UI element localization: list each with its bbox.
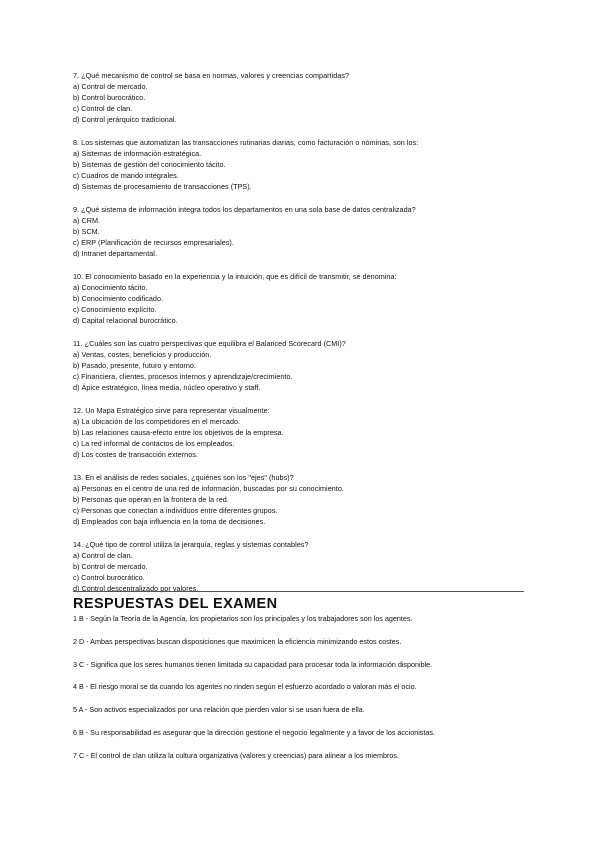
section-divider: [73, 591, 524, 592]
answer-explanation: 4 B - El riesgo moral se da cuando los agentes no rinden según el esfuerzo acordado o valoran más el ocio.: [73, 682, 417, 692]
question-block: [73, 137, 533, 192]
answer-option: d) Intranet departamental.: [73, 249, 158, 259]
answer-option: a) Ventas, costes, beneficios y producción.: [73, 349, 212, 359]
answer-option: b) Pasado, presente, futuro y entorno.: [73, 361, 196, 371]
question-text: 11. ¿Cuáles son las cuatro perspectivas que equilibra el Balanced Scorecard (CMI)?: [73, 338, 346, 348]
answer-option: a) Control de clan.: [73, 550, 133, 560]
answer-option: c) Conocimiento explícito.: [73, 305, 157, 315]
answer-option: c) La red informal de contactos de los empleados.: [73, 439, 235, 449]
answer-explanation: 6 B - Su responsabilidad es asegurar que la dirección gestione el negocio legalmente y a favor de los accionistas.: [73, 727, 435, 737]
question-block: [73, 539, 533, 594]
answer-option: c) Control burocrático.: [73, 573, 145, 583]
answer-option: b) Control burocrático.: [73, 93, 146, 103]
answer-option: b) Personas que operan en la frontera de la red.: [73, 495, 229, 504]
answer-option: a) Conocimiento tácito.: [73, 283, 148, 292]
question-text: 7. ¿Qué mecanismo de control se basa en normas, valores y creencias compartidas?: [73, 71, 350, 80]
question-text: 12. Un Mapa Estratégico sirve para representar visualmente:: [73, 405, 270, 415]
answers-list: [73, 613, 533, 773]
question-text: 9. ¿Qué sistema de información integra todos los departamentos en una sola base de datos centralizada?: [73, 204, 416, 214]
answer-explanation: 5 A - Son activos especializados por una relación que pierden valor si se usan fuera de ella.: [73, 705, 365, 715]
answer-option: d) Control jerárquico tradicional.: [73, 115, 177, 125]
answer-option: a) Personas en el centro de una red de información, buscadas por su conocimiento.: [73, 483, 344, 493]
question-block: [73, 338, 533, 393]
answer-option: b) SCM.: [73, 227, 100, 237]
answer-option: c) Personas que conectan a individuos entre diferentes grupos.: [73, 506, 278, 516]
answer-option: d) Los costes de transacción externos.: [73, 450, 198, 460]
answer-option: b) Control de mercado.: [73, 561, 148, 571]
answer-option: d) Sistemas de procesamiento de transacciones (TPS).: [73, 182, 252, 192]
answer-explanation: 2 D - Ambas perspectivas buscan disposiciones que maximicen la eficiencia minimizando estos costes.: [73, 636, 402, 646]
answer-option: a) Control de mercado.: [73, 82, 148, 92]
answer-option: c) ERP (Planificación de recursos empresariales).: [73, 238, 234, 248]
answer-option: a) CRM.: [73, 216, 101, 226]
question-text: 10. El conocimiento basado en la experiencia y la intuición, que es difícil de transmitir, se denomina:: [73, 271, 397, 281]
answer-explanation: 1 B - Según la Teoría de la Agencia, los propietarios son los principales y los trabajadores son los agentes.: [73, 614, 413, 623]
answers-heading: RESPUESTAS DEL EXAMEN: [73, 596, 278, 612]
answer-option: b) Las relaciones causa-efecto entre los objetivos de la empresa.: [73, 428, 284, 438]
answer-option: b) Sistemas de gestión del conocimiento tácito.: [73, 160, 226, 170]
answer-option: d) Ápice estratégico, línea media, núcleo operativo y staff.: [73, 383, 261, 393]
answer-explanation: 7 C - El control de clan utiliza la cultura organizativa (valores y creencias) para alinear a los miembros.: [73, 750, 399, 760]
question-block: [73, 472, 533, 527]
question-block: [73, 405, 533, 460]
question-block: [73, 271, 533, 326]
question-block: [73, 70, 533, 125]
answer-explanation: 3 C - Significa que los seres humanos tienen limitada su capacidad para procesar toda la información disponible.: [73, 659, 433, 669]
question-block: [73, 204, 533, 259]
answer-option: a) La ubicación de los competidores en el mercado.: [73, 416, 241, 426]
answer-option: b) Conocimiento codificado.: [73, 294, 164, 304]
questions-list: [73, 70, 533, 606]
answer-option: c) Control de clan.: [73, 104, 133, 114]
answer-option: d) Empleados con baja influencia en la toma de decisiones.: [73, 517, 266, 527]
answer-option: c) Cuadros de mando integrales.: [73, 171, 179, 181]
question-text: 14. ¿Qué tipo de control utiliza la jerarquía, reglas y sistemas contables?: [73, 539, 309, 549]
question-text: 8. Los sistemas que automatizan las transacciones rutinarias diarias, como facturación o nóminas, son los:: [73, 137, 419, 147]
answer-option: d) Capital relacional burocrático.: [73, 316, 178, 326]
answer-option: a) Sistemas de información estratégica.: [73, 149, 202, 159]
question-text: 13. En el análisis de redes sociales, ¿quiénes son los "ejes" (hubs)?: [73, 472, 294, 482]
answer-option: c) Financiera, clientes, procesos internos y aprendizaje/crecimiento.: [73, 372, 293, 382]
answer-option: d) Control descentralizado por valores.: [73, 584, 199, 594]
